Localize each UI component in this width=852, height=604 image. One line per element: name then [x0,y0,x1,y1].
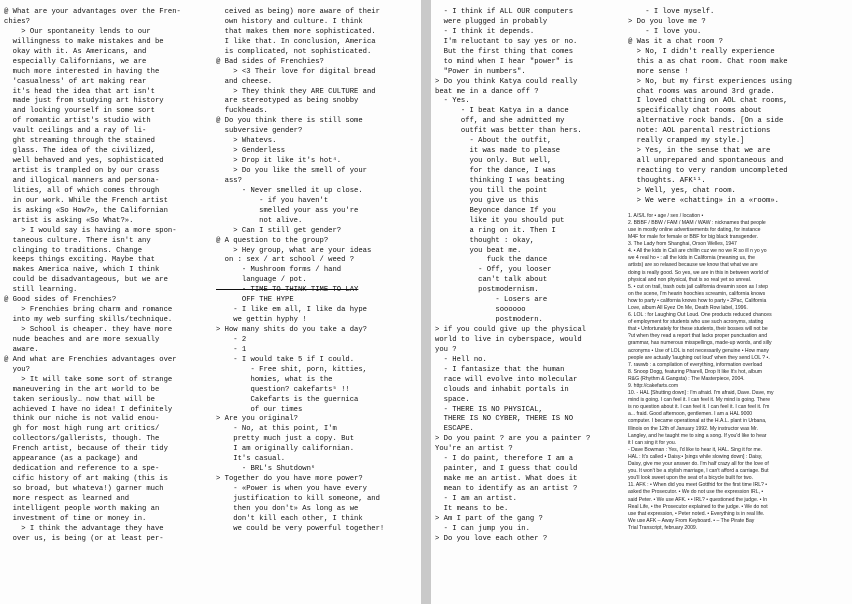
footnote-line: mind is going. I can feel it. I can feel it. My mind is going. There [628,397,771,404]
text-line: and illogical manners and persona- [4,176,160,185]
footnote-line: 5. • cut on trail, trash outs jail california dreamin soon as I step [628,283,768,290]
text-line: beat me in a dance off ? [435,87,539,96]
text-line: specifically chat rooms about [628,107,762,116]
text-line: postmodernism. [435,286,539,295]
text-line: space. [435,395,470,404]
left-page [0,0,421,604]
text-line: maneuvering in the art world to be [4,385,160,394]
footnote-line: 6. LOL : for Laughing Out Loud. One products reduced chances [628,312,772,319]
text-line: of romantic artist's studio with [4,117,151,126]
text-line: - No, at this point, I'm [216,425,337,434]
footnote-line: 3. The Lady from Shanghai, Orson Welles, 1947 [628,241,737,248]
text-line: - I think it depends. [435,27,535,36]
text-line: thoughts. AFK¹¹. [628,176,706,185]
text-line: not alive. [216,216,303,225]
text-line: taneous culture. There isn't any [4,236,151,245]
text-line: of our times [216,405,303,414]
text-line: achieved I have no idea! I definitely [4,405,173,414]
text-line: note: AOL parental restrictions [628,127,771,136]
text-line: - I love myself. [628,8,715,16]
footnote-line: 8. Snoop Dogg, featuring Pharell, Drop It like It's hot, album [628,368,763,375]
text-line: willingness to make mistakes and be [4,37,164,46]
text-line: really cramped my style.] [628,137,745,146]
footnote-line: physical and non physical, that is so real yet so unreal. [628,276,752,283]
text-line: postmodern. [435,316,543,325]
footnote-line: we 4 real ho • : all the kids in California (meaning us, the [628,255,755,262]
footnote-line: Langley, and he taught me to sing a song. If you'd like to hear [628,432,767,439]
right-page-column-2 [628,8,850,532]
text-line: - 1 [216,345,247,354]
text-line: 'casualness' of art making rear [4,77,147,86]
footnote-line: a... fraid. Good afternoon, gentlemen. I am a HAL 9000 [628,411,753,418]
text-line: question? cakefarts⁵ !! [216,385,350,394]
text-line: - TIME TO THINK TIME TO LAY [216,286,359,295]
text-line: aware. [4,345,39,354]
text-line: - Off, you looser [435,266,552,275]
text-line: "Power in numbers". [435,67,526,76]
footnote-line: Real Life, • the Prosecutor explained to the judge. • We do not [628,503,768,510]
text-line: justification to kill someone, and [216,494,380,503]
text-line: > Drop it like it's hot⁴. [216,157,342,166]
text-line: soooooo [435,306,526,315]
text-line: smelled your ass you're [216,206,359,215]
text-line: so broad, but whateva!) garner much [4,485,164,493]
text-line: artist is asking «So What?». [4,216,134,225]
text-line: own history and culture. I think [216,17,363,26]
text-line: - I can jump you in. [435,524,530,533]
text-line: over us, is being (or at least per- [4,534,164,543]
text-line: @ Good sides of Frenchies? [4,296,117,305]
text-line: > Do you paint ? are you a painter ? [435,435,591,444]
text-line: > I think the advantage they have [4,524,164,533]
text-line: fuck the dance [435,256,548,265]
text-line: we could be very powerful together! [216,524,385,533]
text-line: Beyonce dance If you [435,206,556,215]
footnote-line: Love, album All Eyez On Me, Death Row label, 1996. [628,304,748,311]
text-line: much more interested in having the [4,67,160,76]
text-line: I'm reluctant to say yes or no. [435,37,578,46]
text-line: > Together do you have more power? [216,475,363,484]
text-line: is complicated, not sophisticated. [216,47,372,56]
text-line: ceived as being) more aware of their [216,8,380,16]
footnote-line: Trial Transcript, february 2009. [628,524,698,531]
text-line: okay with it. As Americans, and [4,47,147,56]
text-line: painter, and I guess that could [435,465,578,474]
text-line: and locking yourself in some sort [4,107,155,116]
right-page-column-2-text [628,8,850,207]
text-line: to mind when I hear "power" is [435,57,574,66]
text-line: were plugged in probably [435,17,548,26]
text-line: - Never smelled it up close. [216,186,363,195]
text-line: - I do paint, therefore I am a [435,455,574,464]
text-line: it was made to please [435,147,561,156]
text-line: lities, all of which comes through [4,186,160,195]
text-line: still learning. [4,286,78,295]
footnote-line: artists) are so relaxed because we know that what we are [628,262,758,269]
text-line: a ring on it. Then I [435,226,556,235]
text-line: > They think they ARE CULTURE and [216,87,376,96]
text-line: > School is cheaper. they have more [4,326,173,334]
text-line: - if you haven't [216,196,329,205]
footnote-line: M4F for male for female or BBF for big black transgender. [628,234,758,241]
text-line: - I like em all, I like da hype [216,306,367,315]
text-line: > Are you original? [216,415,298,424]
text-line: alternative rock bands. [On a side [628,117,784,126]
text-line: it's head the idea that art isn't [4,87,155,96]
text-line: is asking «So How?», the Californian [4,206,168,215]
text-line: - About the outfit, [435,137,552,146]
right-page-column-1 [435,8,641,545]
text-line: Cakefarts is the guernica [216,395,359,404]
text-line: world to live in cyberspace, would [435,335,582,344]
text-line: > It will take some sort of strange [4,375,173,384]
footnote-line: of employment for students who use such acronyms, stating [628,319,764,326]
text-line: - Hell no. [435,355,487,364]
text-line: - I think if ALL OUR computers [435,8,574,16]
footnote-line: 7. rawwb : a compilation of everything, information overload [628,361,763,368]
footnote-line: computer. I became operational at the H.A.L. plant in Urbana, [628,418,767,425]
text-line: race will evolve into molecular [435,375,578,384]
text-line: and cheese. [216,77,273,86]
text-line: > No, I didn't really experience [628,47,775,56]
text-line: @ Do you think there is still some [216,117,363,126]
text-line: well behaved and yes, sophisticated [4,157,164,166]
text-line: fuckheads. [216,107,268,116]
footnote-line: said Peter. • We use AFK. • • IRL? • questioned the judge. • In [628,496,768,503]
footnote-line: - Dave Bowman : Yes, I'd like to hear it, HAL. Sing it for me. [628,446,763,453]
footnote-line: grammar, has numerous misspellings, made-up words, and silly [628,340,772,347]
text-line: chat rooms was around 3rd grade. [628,87,775,96]
text-line: vault ceilings and a ray of li- [4,127,147,136]
text-line: investment of time or money in. [4,514,147,523]
text-line: gh for most high rung art critics/ [4,425,160,434]
text-line: nude beaches and are more sexually [4,335,160,344]
footnote-line: you'll look sweet upon the seat of a bicycle built for two. [628,475,753,482]
footnote-line: how to party • california knows how to party • 2Pac, California [628,297,767,304]
text-line: you? [4,365,30,374]
text-line: mean to identify as an artist ? [435,485,578,493]
text-line: especially Californians, we are [4,57,147,66]
text-line: appearance (as a package) and [4,455,138,464]
text-line: this a as chat room. Chat room make [628,57,788,66]
text-line: language / pot. [216,276,307,285]
text-line: > Do you love each other ? [435,534,548,543]
text-line: think our niche is not valid enou- [4,415,160,424]
text-line: makes America naive, which I think [4,266,160,275]
text-line: It means to be. [435,504,509,513]
text-line: - BRL's Shutdown⁶ [216,465,316,474]
text-line: But the first thing that comes [435,47,574,56]
text-line: make me an artist. What does it [435,475,578,484]
text-line: - I am an artist. [435,494,517,503]
text-line: outfit was better than hers. [435,127,582,136]
text-line: that makes them more sophisticated. [216,27,376,36]
text-line: > Our spontaneity lends to our [4,27,151,36]
text-line: ESCAPE. [435,425,474,434]
left-page-column-2 [216,8,421,535]
text-line: I loved chatting on AOL chat rooms, [628,97,788,106]
text-line: are stereotyped as being snobby [216,97,359,106]
text-line: I like that. In conclusion, America [216,37,376,46]
text-line: > Can I still get gender? [216,226,342,235]
text-line: thought : okay, [435,236,535,245]
text-line: > How many shits do you take a day? [216,326,367,334]
footnote-line: We use AFK – Away From Keyboard. • – The Pirate Bay [628,517,755,524]
text-line: > Do you think Katya could really [435,77,578,86]
text-line: - «Power is when you have every [216,485,367,493]
footnote-line: 9. http://cakefarts.com [628,383,679,389]
text-line: ass? [216,176,242,185]
footnote-line: asked the Prosecutor. • We do not use the expression IRL, • [628,489,764,496]
text-line: - Mushroom forms / hand [216,266,342,275]
text-line: ght streaming through the stained [4,137,155,146]
text-line: - I love you. [628,27,702,36]
text-line: into my web surfing skills/technique. [4,316,173,325]
text-line: reacting to very random uncompleted [628,167,788,175]
text-line: collectors/gallerists, though. The [4,435,160,444]
text-line: - I beat Katya in a dance [435,107,569,116]
text-line: @ Was it a chat room ? [628,37,723,46]
footnote-line: 2. BBBF / BBW / FAM / MAM / WAW : nicknames that people [628,219,766,226]
footnote-line: HAL : It's called • Daisy.• [sings while slowing down] : Daisy, [628,453,763,460]
text-line: @ A question to the group? [216,236,329,245]
text-line: can't talk about [435,276,548,285]
text-line: more respect as learned and [4,494,130,503]
text-line: > Hey group, what are your ideas [216,246,372,255]
text-line: > Well, yes, chat room. [628,186,736,195]
text-line: > Whatevs. [216,137,277,146]
text-line: dedication and reference to a spe- [4,465,160,474]
text-line: - Free shit, porn, kitties, [216,365,367,374]
footnote-line: R&G (Rhythm & Gangsta) : The Masterpiece, 2004. [628,375,745,382]
text-line: I am originally californian. [216,445,355,454]
text-line: you give us this [435,196,539,205]
text-line: in our work. While the French artist [4,196,168,205]
text-line: THERE IS NO CYBER, THERE IS NO [435,415,574,424]
text-line: OFF THE HYPE [216,296,294,305]
text-line: like it you should put [435,216,565,225]
text-line: you till the point [435,186,548,195]
footnote-line: 1. A/S/L for • age / sex / location • [628,212,704,219]
footnote-line: is no question about it. I can feel it. I can feel it. I can feel it. I'm [628,404,770,411]
text-line: taken seriously… now that will be [4,395,155,404]
text-line: > Do you love me ? [628,17,706,26]
text-line: clouds and inhabit portals in [435,385,569,394]
text-line: > I would say is having a more spon- [4,226,177,235]
footnote-line: doing is really good. So yes, we are in this in between world of [628,269,769,276]
right-page [431,0,852,604]
footnote-line: ?ut when they read a report that lacks proper punctuation and [628,333,768,340]
text-line: You're an artist ? [435,445,513,454]
text-line: we gettin hyphy ! [216,316,307,325]
footnote-line: Illinois on the 12th of January 1992. My instructor was Mr. [628,425,758,432]
text-line: for the dance, I was [435,167,556,175]
text-line: > No, but my first experiences using [628,77,792,86]
footnote-line: on the scene, I'm hearin hoochies screamin, california knows [628,290,766,297]
left-page-column-1 [4,8,210,545]
text-line: you ? [435,345,457,354]
text-line: keeps things exciting. Maybe that [4,256,155,265]
text-line: It's casual. [216,455,286,464]
text-line: - I would take 5 if I could. [216,355,355,364]
footnote-line: Daisy, give me your answer do. I'm half crazy all for the love of [628,461,769,468]
text-line: you only. But well, [435,157,552,166]
text-line: - I fantasize that the human [435,365,565,374]
text-line: > if you could give up the physical [435,326,586,334]
text-line: subversive gender? [216,127,303,136]
text-line: thinking I was beating [435,176,565,185]
text-line: pretty much just a copy. But [216,435,355,444]
footnote-line: that • Unfortunately for these students, their bosses will not be [628,326,768,333]
text-line: you beat me. [435,246,522,255]
text-line: @ And what are Frenchies advantages over [4,355,177,364]
text-line: don't kill each other, I think [216,514,363,523]
text-line: more sense ! [628,67,689,76]
text-line: @ What are your advantages over the Fren- [4,8,181,16]
footnote-line: acronyms • Use of LOL is not necessarily genuine • How many [628,347,769,354]
text-line: - 2 [216,335,247,344]
text-line: all unprepared and spontaneous and [628,157,784,166]
text-line: made just from studying art history [4,97,164,106]
text-line: chies? [4,17,30,26]
text-line: > Yes, in the sense that we are [628,147,771,156]
text-line: could be disadvantageous, but we are [4,276,168,285]
footnote-line: 10. - HAL [Shutting down] : I'm afraid. I'm afraid, Dave. Dave, my [628,390,774,397]
text-line: - THERE IS NO PHYSICAL, [435,405,543,414]
footnotes [628,213,850,532]
text-line: > Am I part of the gang ? [435,514,543,523]
text-line: glass. The idea of the civilized, [4,147,155,156]
footnote-line: people are actually 'laughing out loud' when they send LOL ? •. [628,354,770,361]
footnote-line: use in mostly online advertisements for dating, for instance [628,226,761,233]
text-line: > <3 Their love for digital bread [216,67,376,76]
text-line: homies, what is the [216,375,333,384]
text-line: @ Bad sides of Frenchies? [216,57,324,66]
text-line: French artist, because of their tidy [4,445,168,454]
text-line: > Genderless [216,147,286,156]
text-line: then you don't» As long as we [216,504,359,513]
footnote-line: it I can sing it for you. [628,439,677,446]
text-line: off, and she admitted my [435,117,565,126]
text-line: > Frenchies bring charm and romance [4,306,173,315]
footnote-line: use that expression, • Peter noted. • Everything is in real life. [628,510,765,517]
text-line: cific history of art making (this is [4,475,168,484]
footnote-line: 4. • All the kids in Cali are chillin cuz we no we R so ill n yo yo [628,248,767,255]
text-line: on : sex / art school / weed ? [216,256,355,265]
text-line: intelligent people worth making an [4,504,160,513]
footnote-line: 11. AFK : • When did you meet Gottfrid for the first time IRL? • [628,482,768,489]
text-line: > We were «chatting» in a «room». [628,196,779,205]
footnote-line: you. It won't be a stylish marriage, I can't afford a carriage. But [628,468,769,475]
text-line: artist is trampled on by our crass [4,167,160,175]
text-line: - Losers are [435,296,548,305]
text-line: > Do you like the smell of your [216,167,367,175]
text-line: clinging to traditions. Change [4,246,143,255]
text-line: - Yes. [435,97,470,106]
